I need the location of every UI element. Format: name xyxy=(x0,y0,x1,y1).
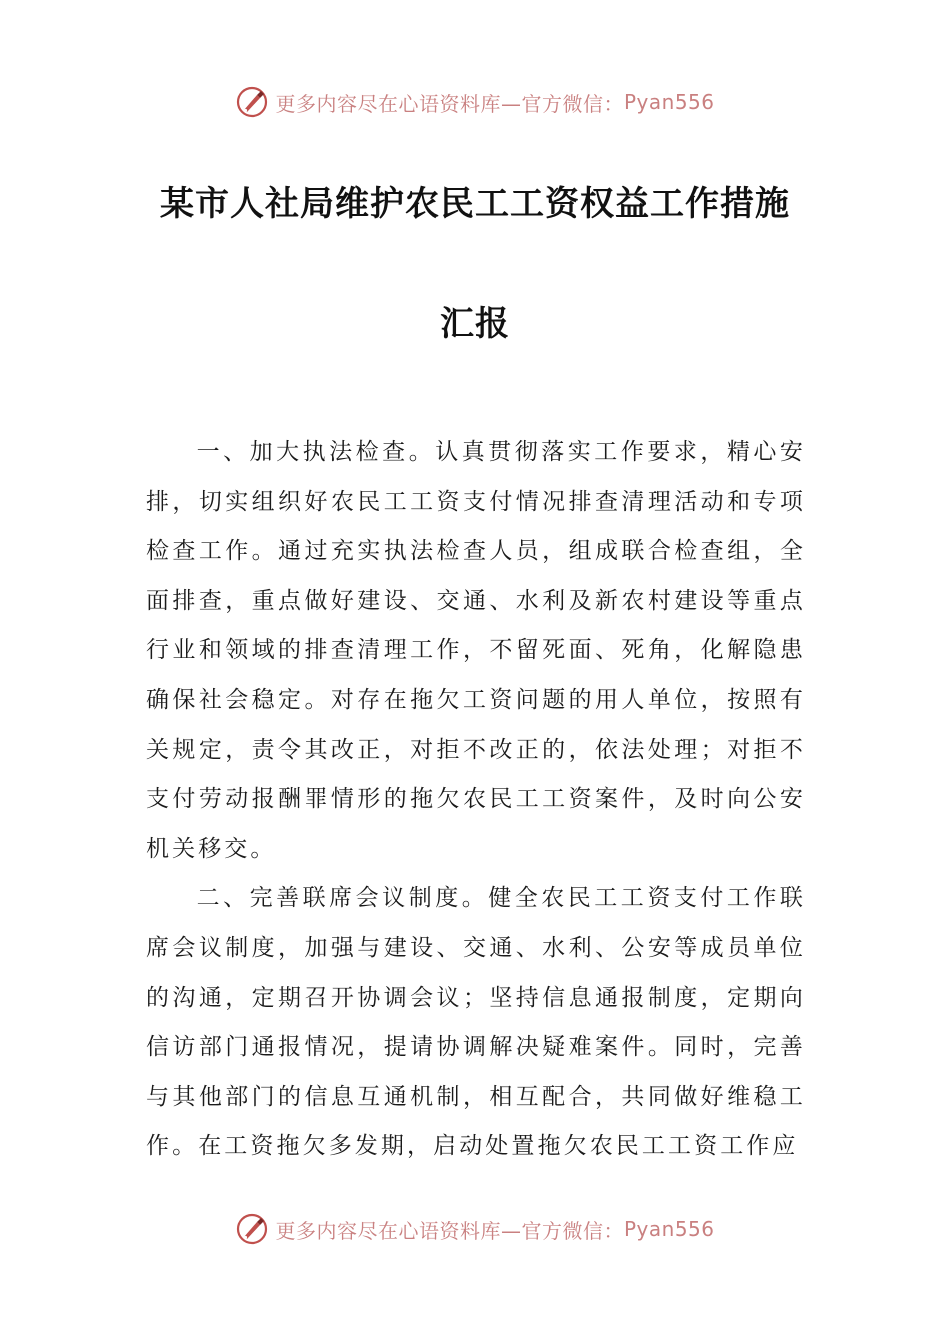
pen-logo-icon xyxy=(235,85,269,119)
document-title-continued: 汇报 xyxy=(440,304,510,344)
paragraph-1: 一、加大执法检查。认真贯彻落实工作要求，精心安排，切实组织好农民工工资支付情况排查清理活动和专项检查工作。通过充实执法检查人员，组成联合检查组，全面排查，重点做好建设、交通、水利及新农村建设等重点行业和领域的排查清理工作，不留死面、死角，化解隐患确保社会稳定。对存在拖欠工资问题的用人单位，按照有关规定，责令其改正，对拒不改正的，依法处理；对拒不支付劳动报酬罪情形的拖欠农民工工资案件，及时向公安机关移交。 xyxy=(146,439,806,862)
pen-logo-icon xyxy=(235,1212,269,1246)
watermark-header xyxy=(0,80,950,124)
watermark-wechat-id: Pyan556 xyxy=(623,1217,715,1241)
watermark-wechat-id: Pyan556 xyxy=(623,90,715,114)
watermark-footer xyxy=(0,1207,950,1251)
document-title: 某市人社局维护农民工工资权益工作措施 xyxy=(160,184,790,224)
document-body xyxy=(146,428,806,1172)
watermark-text: 更多内容尽在心语资料库—官方微信： xyxy=(275,1218,624,1243)
paragraph-2: 二、完善联席会议制度。健全农民工工资支付工作联席会议制度，加强与建设、交通、水利、公安等成员单位的沟通，定期召开协调会议；坚持信息通报制度，定期向信访部门通报情况，提请协调解决疑难案件。同时，完善与其他部门的信息互通机制，相互配合，共同做好维稳工作。在工资拖欠多发期，启动处置拖欠农民工工资工作应 xyxy=(146,885,806,1160)
watermark-text: 更多内容尽在心语资料库—官方微信： xyxy=(275,91,624,116)
